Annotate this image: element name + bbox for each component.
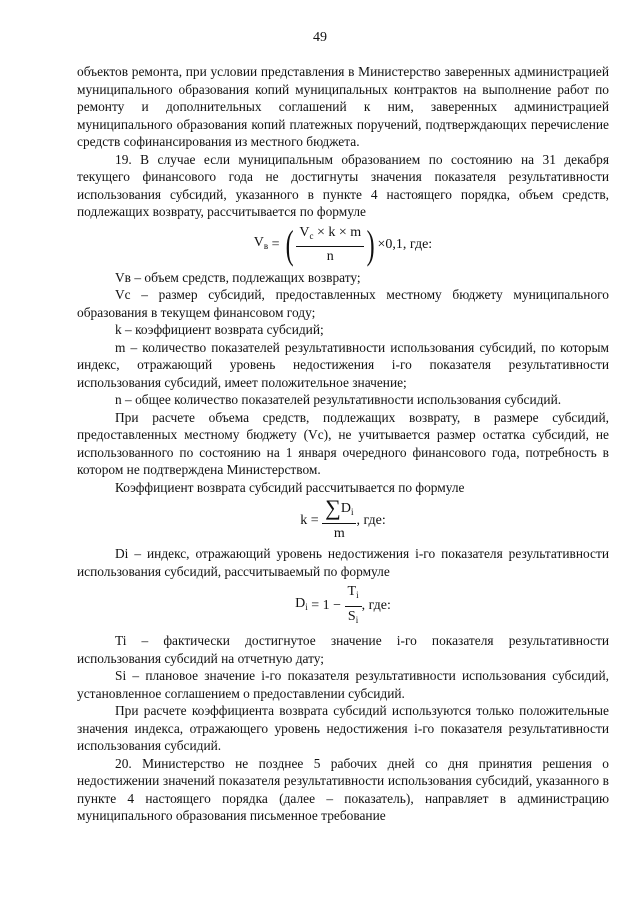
formula3-fraction	[345, 583, 362, 629]
formula1-eq: =	[268, 236, 284, 252]
formula2-tail: , где:	[356, 512, 386, 528]
formula2-lhs: k =	[300, 512, 323, 528]
formula1-lhs: $V_в$	[253, 234, 269, 251]
paragraph-intro: объектов ремонта, при условии представления в Министерство заверенных администрацией муниципального образования копий муниципальных контрактов на выполнение работ по ремонту и дополнительных соглашений к ним, заверенных администрацией муниципального образования копий платежных поручений, подтверждающих перечисление средств софинансирования из местного бюджета.	[77, 64, 609, 149]
formula-return-volume	[77, 221, 609, 267]
definition-di: Di – индекс, отражающий уровень недостижения i-го показателя результативности использования субсидий, рассчитываемый по формуле	[77, 546, 609, 579]
formula1-tail: ×0,1, где:	[377, 236, 433, 252]
definition-vc: Vc – размер субсидий, предоставленных местному бюджету муниципального образования в текущем финансовом году;	[77, 287, 609, 320]
right-paren: )	[366, 221, 375, 267]
paragraph-20: 20. Министерство не позднее 5 рабочих дней со дня принятия решения о недостижении значений показателя результативности использования субсидий, указанного в пункте 4 настоящего порядка (далее – показатель), направляет в администрацию муниципального образования письменное требование	[77, 755, 609, 823]
definition-m: m – количество показателей результативности использования субсидий, по которым индекс, отражающий уровень недостижения i-го показателя результативности использования субсидий, имеет положительное значение;	[77, 339, 609, 390]
paragraph-coefficient: Коэффициент возврата субсидий рассчитывается по формуле	[115, 479, 465, 495]
paragraph-positive-values: При расчете коэффициента возврата субсидий используются только положительные значения индекса, отражающего уровень недостижения i-го показателя результативности использования субсидий.	[77, 703, 609, 753]
formula1-fraction	[296, 224, 364, 266]
formula3-lhs: $D_i$	[295, 596, 308, 613]
paragraph-19: 19. В случае если муниципальным образованием по состоянию на 31 декабря текущего финансового года не достигнуты значения показателя результативности использования субсидий, указанного в пункте 4 настоящего порядка, объем средств, подлежащих возврату, рассчитывается по формуле	[77, 151, 609, 219]
left-paren: (	[285, 221, 294, 267]
document-body	[77, 63, 609, 825]
formula3-eq: = 1 −	[307, 598, 345, 614]
formula-coefficient	[77, 495, 609, 542]
definition-vv: Vв – объем средств, подлежащих возврату;	[115, 269, 361, 285]
formula-index	[77, 583, 609, 629]
page-number: 49	[313, 30, 327, 45]
definition-ti: Ti – фактически достигнутое значение i-го показателя результативности использования субсидий на отчетную дату;	[77, 633, 609, 666]
formula3-numerator: $T_i$	[345, 583, 362, 607]
definition-n: n – общее количество показателей результативности использования субсидий.	[115, 392, 562, 407]
formula2-numerator: $\sum D_i$	[322, 499, 356, 524]
paragraph-calculation: При расчете объема средств, подлежащих возврату, в размере субсидий, предоставленных местному бюджету (Vc), не учитывается размер остатка субсидий, не использованного по состоянию на 1 января очередного финансового года, потребность в котором не подтверждена Министерством.	[77, 409, 609, 477]
formula1-numerator: $V_c \times k \times m$	[296, 224, 364, 248]
formula2-denominator: m	[333, 525, 345, 541]
definition-si: Si – плановое значение i-го показателя результативности использования субсидий, установленное соглашением о предоставлении субсидий.	[77, 668, 609, 701]
formula3-denominator: $S_i$	[347, 608, 359, 625]
formula2-fraction	[322, 495, 356, 542]
formula3-tail: , где:	[361, 598, 391, 614]
formula1-denominator: n	[326, 249, 334, 264]
definition-k: k – коэффициент возврата субсидий;	[115, 322, 324, 337]
